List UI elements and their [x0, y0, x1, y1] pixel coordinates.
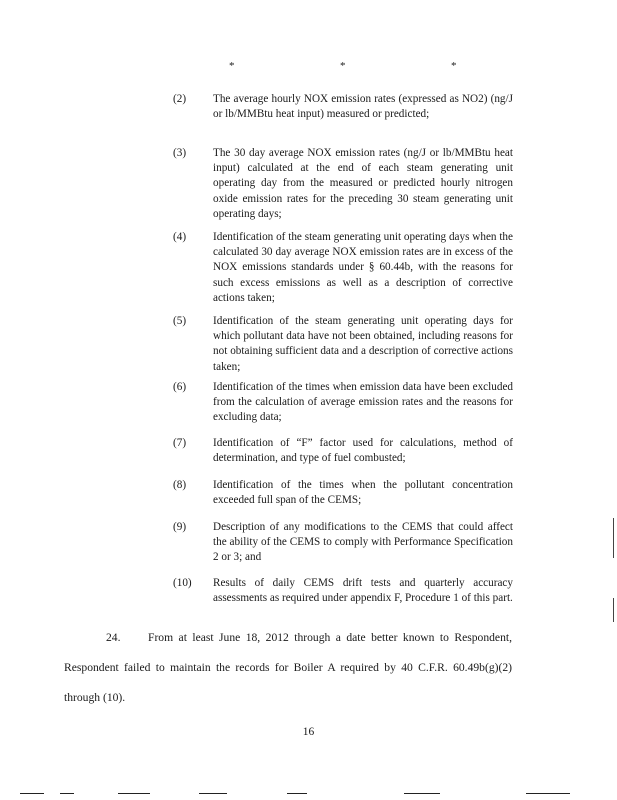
margin-mark — [613, 518, 614, 558]
paragraph-number: 24. — [106, 631, 121, 644]
asterisk: * — [451, 60, 457, 72]
list-item — [173, 478, 513, 508]
list-item-text: The 30 day average NOX emission rates (ng/J or lb/MMBtu heat input) calculated at the end of each steam generating unit operating day from the measured or predicted hourly nitrogen oxide emission rates for the preceding 30 steam generating unit operating days; — [213, 147, 513, 220]
list-item — [173, 520, 513, 566]
list-item — [173, 576, 513, 606]
list-item-number: (4) — [173, 231, 187, 243]
list-item-text: Identification of “F” factor used for calculations, method of determination, and type of fuel combusted; — [213, 437, 513, 465]
list-item — [173, 314, 513, 375]
paragraph-line — [64, 627, 512, 649]
footer-scan-mark — [199, 793, 227, 794]
list-item-number: (6) — [173, 381, 187, 393]
list-item-text: Identification of the steam generating unit operating days when the calculated 30 day average NOX emission rates are in excess of the NOX emissions standards under § 60.44b, with the reasons for such excess emissions as well as a description of corrective actions taken; — [213, 231, 513, 304]
list-item — [173, 380, 513, 426]
list-item-text: Results of daily CEMS drift tests and quarterly accuracy assessments as required under appendix F, Procedure 1 of this part. — [213, 577, 513, 605]
list-item-number: (10) — [173, 577, 192, 589]
asterisk: * — [229, 60, 235, 72]
paragraph-24 — [64, 627, 512, 709]
paragraph-line: through (10). — [64, 691, 126, 704]
paragraph-line-text: From at least June 18, 2012 through a date better known to Respondent, — [148, 631, 512, 644]
footer-scan-mark — [118, 793, 150, 794]
list-item-number: (8) — [173, 479, 187, 491]
list-item-text: Identification of the times when the pollutant concentration exceeded full span of the CEMS; — [213, 479, 513, 507]
footer-scan-mark — [60, 793, 74, 794]
list-item-number: (2) — [173, 93, 187, 105]
section-omission-asterisks — [0, 60, 617, 74]
footer-scan-mark — [287, 793, 307, 794]
list-item-text: Identification of the steam generating unit operating days for which pollutant data have not been obtained, including reasons for not obtaining sufficient data and a description of corrective actions taken; — [213, 315, 513, 373]
list-item-number: (9) — [173, 521, 187, 533]
list-item — [173, 230, 513, 306]
list-item-number: (5) — [173, 315, 187, 327]
footer-scan-mark — [20, 793, 44, 794]
list-item-number: (7) — [173, 437, 187, 449]
list-item — [173, 436, 513, 466]
page-number: 16 — [302, 726, 315, 738]
list-item — [173, 92, 513, 122]
list-item-number: (3) — [173, 147, 187, 159]
asterisk: * — [340, 60, 346, 72]
list-item — [173, 146, 513, 222]
list-item-text: Description of any modifications to the CEMS that could affect the ability of the CEMS to comply with Performance Specification 2 or 3; and — [213, 521, 513, 564]
paragraph-line: Respondent failed to maintain the records for Boiler A required by 40 C.F.R. 60.49b(g)(2) — [64, 661, 512, 674]
footer-scan-mark — [526, 793, 570, 794]
margin-mark — [613, 598, 614, 622]
list-item-text: The average hourly NOX emission rates (expressed as NO2) (ng/J or lb/MMBtu heat input) measured or predicted; — [213, 93, 513, 121]
footer-scan-mark — [404, 793, 440, 794]
list-item-text: Identification of the times when emission data have been excluded from the calculation of average emission rates and the reasons for excluding data; — [213, 381, 513, 424]
